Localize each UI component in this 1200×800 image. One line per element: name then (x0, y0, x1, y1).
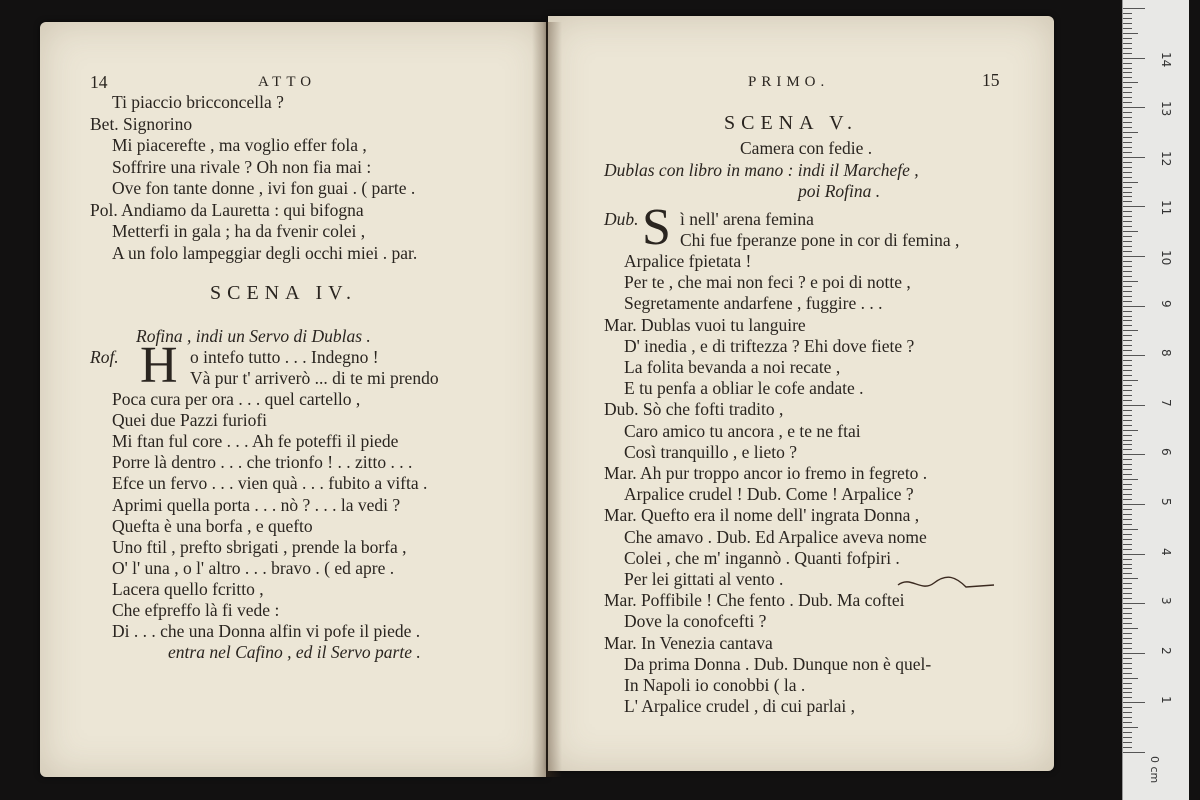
ruler-tick (1123, 211, 1132, 212)
ruler-tick (1123, 504, 1145, 505)
ruler-tick (1123, 648, 1132, 649)
ruler-tick (1123, 187, 1132, 188)
ruler-tick (1123, 564, 1132, 565)
ruler-tick (1123, 266, 1132, 267)
ruler-tick (1123, 385, 1132, 386)
ruler-tick (1123, 261, 1132, 262)
ruler-tick (1123, 474, 1132, 475)
ruler-tick (1123, 122, 1132, 123)
right-line-19: Da prima Donna . Dub. Dunque non è quel- (624, 653, 932, 674)
ruler-tick (1123, 301, 1132, 302)
ruler-tick (1123, 375, 1132, 376)
ruler-tick (1123, 598, 1132, 599)
left-top-line-2: Mi piacerefte , ma voglio effer fola , (112, 135, 367, 155)
ruler-tick (1123, 707, 1132, 708)
ruler-tick (1123, 420, 1132, 421)
ruler-tick (1123, 196, 1132, 197)
ruler-tick (1123, 529, 1138, 530)
right-line-1: Per te , che mai non feci ? e poi di notte , (624, 272, 911, 293)
ruler-number: 13 (1159, 101, 1173, 117)
right-line-18: Mar. In Venezia cantava (604, 632, 773, 653)
ruler-tick (1123, 370, 1132, 371)
right-line-20: In Napoli io conobbi ( la . (624, 675, 806, 695)
ruler-tick (1123, 172, 1132, 173)
page-number-left: 14 (90, 72, 108, 92)
ruler-tick (1123, 643, 1132, 644)
ruler-tick (1123, 365, 1132, 366)
left-top-line-1: Bet. Signorino (90, 113, 193, 134)
right-line-8: Caro amico tu ancora , e te ne ftai (624, 420, 861, 441)
left-top-line-0: Ti piaccio bricconcella ? (112, 92, 284, 112)
right-line-7: Dub. Sò che fofti tradito , (604, 399, 784, 420)
ruler-tick (1123, 623, 1132, 624)
ruler-tick (1123, 732, 1132, 733)
left-page (40, 22, 546, 777)
ruler-tick (1123, 87, 1132, 88)
right-line-14: Colei , che m' ingannò . Quanti fofpiri . (624, 547, 900, 568)
ruler-tick (1123, 449, 1132, 450)
ruler-tick (1123, 192, 1132, 193)
right-line-15: Per lei gittati al vento . (624, 569, 784, 589)
left-bottom-line-2: Mi ftan ful core . . . Ah fe poteffi il piede (112, 431, 399, 452)
ruler-tick (1123, 479, 1138, 480)
ruler-tick (1123, 559, 1132, 560)
ruler-tick (1123, 688, 1132, 689)
open-book (34, 22, 1064, 782)
ruler-tick (1123, 737, 1132, 738)
right-line-11: Arpalice crudel ! Dub. Come ! Arpalice ? (624, 484, 914, 505)
ruler-tick (1123, 435, 1132, 436)
ruler-tick (1123, 484, 1132, 485)
ruler-tick (1123, 400, 1132, 401)
left-top-line-4: Ove fon tante donne , ivi fon guai . ( parte . (112, 178, 416, 198)
ruler-tick (1123, 335, 1132, 336)
ruler-tick (1123, 147, 1132, 148)
ruler-tick (1123, 127, 1132, 128)
left-bottom-line-11: Di . . . che una Donna alfin vi pofe il piede . (112, 621, 421, 642)
ruler-tick (1123, 613, 1132, 614)
ruler-tick (1123, 514, 1132, 515)
ruler-number: 7 (1159, 398, 1173, 407)
right-line-9: Così tranquillo , e lieto ? (624, 441, 798, 462)
ruler-tick (1123, 638, 1132, 639)
ruler-tick (1123, 692, 1132, 693)
ruler-tick (1123, 68, 1132, 69)
ruler-tick (1123, 325, 1132, 326)
ruler-tick (1123, 747, 1132, 748)
ruler-tick (1123, 355, 1145, 356)
ruler-tick (1123, 23, 1132, 24)
ruler-tick (1123, 82, 1138, 83)
ruler-tick (1123, 415, 1132, 416)
ruler-tick (1123, 588, 1132, 589)
ruler-tick (1123, 668, 1132, 669)
ruler-tick (1123, 256, 1145, 257)
ruler-tick (1123, 92, 1132, 93)
ruler-tick (1123, 405, 1145, 406)
scene-title-right: SCENA V. (724, 112, 858, 134)
ruler-number: 3 (1159, 597, 1173, 605)
right-line-21: L' Arpalice crudel , di cui parlai , (624, 696, 856, 717)
right-line-4: D' inedia , e di triftezza ? Ehi dove fiete ? (624, 335, 915, 356)
ruler-tick (1123, 107, 1145, 108)
ruler-tick (1123, 673, 1132, 674)
right-line-16: Mar. Poffibile ! Che fento . Dub. Ma coftei (604, 590, 905, 611)
ruler-tick (1123, 97, 1132, 98)
left-bottom-line-4: Efce un fervo . . . vien quà . . . fubito a vifta . (112, 473, 428, 494)
ruler-tick (1123, 702, 1145, 703)
ruler-tick (1123, 72, 1132, 73)
ruler-tick (1123, 727, 1138, 728)
ruler-tick (1123, 578, 1138, 579)
ruler-tick (1123, 454, 1145, 455)
left-top-line-7: A un folo lampeggiar degli occhi miei . par. (112, 242, 418, 263)
ruler-tick (1123, 77, 1132, 78)
right-line-0: Arpalice fpietata ! (624, 251, 752, 271)
running-head-right: PRIMO. (748, 74, 830, 90)
ruler-unit-label: 0 cm (1148, 756, 1161, 784)
ruler-tick (1123, 722, 1132, 723)
ruler-tick (1123, 320, 1132, 321)
ruler-tick (1123, 221, 1132, 222)
ruler-tick (1123, 509, 1132, 510)
ruler-tick (1123, 752, 1145, 753)
ruler-tick (1123, 13, 1132, 14)
right-line-3: Mar. Dublas vuoi tu languire (604, 314, 806, 335)
left-bottom-line-10: Che efpreffo là fi vede : (112, 600, 280, 620)
ruler-tick (1123, 568, 1132, 569)
ruler-tick (1123, 48, 1132, 49)
running-head-left: ATTO (258, 74, 317, 90)
scene-desc-left: Rofina , indi un Servo di Dublas . (136, 326, 371, 346)
ruler-tick (1123, 395, 1132, 396)
ruler-tick (1123, 489, 1132, 490)
right-line-6: E tu penfa a obliar le cofe andate . (624, 378, 864, 399)
speaker-left: Rof. (90, 347, 119, 367)
ruler-tick (1123, 618, 1132, 619)
left-top-line-6: Metterfi in gala ; ha da fvenir colei , (112, 221, 366, 241)
ruler-tick (1123, 603, 1145, 604)
ruler-tick (1123, 18, 1132, 19)
ruler-tick (1123, 742, 1132, 743)
right-line-12: Mar. Quefto era il nome dell' ingrata Donna , (604, 505, 920, 526)
left-bottom-line-0: Poca cura per ora . . . quel cartello , (112, 389, 361, 409)
ruler-tick (1123, 628, 1138, 629)
ruler-tick (1123, 152, 1132, 153)
ruler-tick (1123, 8, 1145, 9)
right-line-10: Mar. Ah pur troppo ancor io fremo in fegreto . (604, 463, 928, 483)
ruler-tick (1123, 246, 1132, 247)
ruler-tick (1123, 201, 1132, 202)
right-line-5: La folita bevanda a noi recate , (624, 357, 841, 377)
ruler-tick (1123, 697, 1132, 698)
ruler-tick (1123, 316, 1132, 317)
ruler-tick (1123, 33, 1138, 34)
ruler-tick (1123, 425, 1132, 426)
ruler-tick (1123, 53, 1132, 54)
ruler-tick (1123, 142, 1132, 143)
ruler-tick (1123, 608, 1132, 609)
ruler-tick (1123, 633, 1132, 634)
left-bottom-line-5: Aprimi quella porta . . . nò ? . . . la vedi ? (112, 494, 401, 515)
ruler-number: 10 (1159, 250, 1173, 266)
ruler-tick (1123, 276, 1132, 277)
ruler-tick (1123, 231, 1138, 232)
ruler-tick (1123, 226, 1132, 227)
ruler-tick (1123, 296, 1132, 297)
left-bottom-line-1: Quei due Pazzi furiofi (112, 410, 268, 431)
first-line-right: ì nell' arena femina (680, 209, 814, 229)
handwritten-scribble (896, 571, 996, 595)
left-top-line-3: Soffrire una rivale ? Oh non fia mai : (112, 156, 372, 177)
ruler-tick (1123, 350, 1132, 351)
right-line-13: Che amavo . Dub. Ed Arpalice aveva nome (624, 526, 927, 547)
ruler-tick (1123, 430, 1138, 431)
left-bottom-line-3: Porre là dentro . . . che trionfo ! . . zitto . . . (112, 452, 413, 473)
ruler-tick (1123, 573, 1132, 574)
left-top-line-5: Pol. Andiamo da Lauretta : qui bifogna (90, 199, 364, 220)
ruler-tick (1123, 519, 1132, 520)
ruler-tick (1123, 524, 1132, 525)
right-page (548, 16, 1054, 771)
ruler-tick (1123, 444, 1132, 445)
second-line-left: Và pur t' arriverò ... di te mi prendo (190, 368, 439, 388)
ruler-number: 4 (1159, 547, 1173, 556)
ruler-number: 14 (1159, 51, 1173, 67)
ruler-tick (1123, 678, 1138, 679)
ruler-tick (1123, 539, 1132, 540)
ruler-tick (1123, 167, 1132, 168)
cast-line1-right: Dublas con libro in mano : indi il Marchefe , (604, 160, 919, 180)
ruler-tick (1123, 544, 1132, 545)
ruler-tick (1123, 459, 1132, 460)
ruler-tick (1123, 464, 1132, 465)
ruler-number: 2 (1159, 646, 1173, 655)
ruler-number: 6 (1159, 448, 1173, 457)
ruler-tick (1123, 330, 1138, 331)
ruler-tick (1123, 717, 1132, 718)
setting-right: Camera con fedie . (740, 138, 873, 158)
ruler-tick (1123, 281, 1138, 282)
left-bottom-line-6: Quefta è una borfa , e quefto (112, 515, 313, 536)
ruler-tick (1123, 380, 1138, 381)
ruler-tick (1123, 410, 1132, 411)
ruler-tick (1123, 58, 1145, 59)
ruler-tick (1123, 286, 1132, 287)
ruler-number: 5 (1159, 498, 1173, 506)
speaker-right: Dub. (604, 209, 639, 229)
ruler-tick (1123, 712, 1132, 713)
ruler-tick (1123, 340, 1132, 341)
ruler-tick (1123, 663, 1132, 664)
ruler-number: 12 (1159, 150, 1173, 167)
ruler-tick (1123, 216, 1132, 217)
left-bottom-line-9: Lacera quello fcritto , (112, 578, 264, 599)
ruler-tick (1123, 132, 1138, 133)
ruler-tick (1123, 177, 1132, 178)
right-line-2: Segretamente andarfene , fuggire . . . (624, 293, 883, 314)
ruler-tick (1123, 102, 1132, 103)
left-bottom-line-7: Uno ftil , prefto sbrigati , prende la borfa , (112, 536, 407, 557)
ruler-tick (1123, 534, 1132, 535)
ruler-number: 8 (1159, 349, 1173, 357)
stage-direction-left: entra nel Cafino , ed il Servo parte . (168, 642, 421, 662)
ruler-tick (1123, 162, 1132, 163)
ruler-tick (1123, 549, 1132, 550)
ruler-tick (1123, 499, 1132, 500)
ruler-tick (1123, 157, 1145, 158)
first-line-left: o intefo tutto . . . Indegno ! (190, 347, 379, 367)
ruler-tick (1123, 583, 1132, 584)
ruler-number: 1 (1159, 696, 1173, 705)
ruler-tick (1123, 117, 1132, 118)
ruler-tick (1123, 43, 1132, 44)
ruler-tick (1123, 291, 1132, 292)
ruler-tick (1123, 306, 1145, 307)
ruler-tick (1123, 241, 1132, 242)
ruler-tick (1123, 137, 1132, 138)
measuring-ruler (1122, 0, 1189, 800)
ruler-tick (1123, 271, 1132, 272)
ruler-tick (1123, 182, 1138, 183)
ruler-tick (1123, 554, 1145, 555)
ruler-tick (1123, 206, 1145, 207)
cast-line2-right: poi Rofina . (798, 181, 881, 201)
ruler-tick (1123, 236, 1132, 237)
ruler-tick (1123, 112, 1132, 113)
ruler-tick (1123, 494, 1132, 495)
dropcap-left: H (140, 337, 178, 394)
ruler-tick (1123, 345, 1132, 346)
ruler-tick (1123, 658, 1132, 659)
page-number-right: 15 (982, 70, 1000, 90)
ruler-tick (1123, 251, 1132, 252)
ruler-tick (1123, 440, 1132, 441)
left-bottom-line-8: O' l' una , o l' altro . . . bravo . ( ed apre . (112, 557, 395, 578)
ruler-tick (1123, 311, 1132, 312)
ruler-tick (1123, 653, 1145, 654)
ruler-tick (1123, 38, 1132, 39)
ruler-tick (1123, 63, 1132, 64)
ruler-tick (1123, 390, 1132, 391)
second-line-right: Chi fue fperanze pone in cor di femina , (680, 230, 960, 250)
ruler-tick (1123, 28, 1132, 29)
ruler-tick (1123, 469, 1132, 470)
ruler-tick (1123, 360, 1132, 361)
ruler-tick (1123, 683, 1132, 684)
dropcap-right: S (642, 199, 671, 256)
ruler-number: 11 (1159, 200, 1173, 216)
right-line-17: Dove la conofcefti ? (624, 611, 767, 632)
ruler-number: 9 (1159, 299, 1173, 308)
ruler-tick (1123, 593, 1132, 594)
scene-title-left: SCENA IV. (210, 282, 357, 304)
